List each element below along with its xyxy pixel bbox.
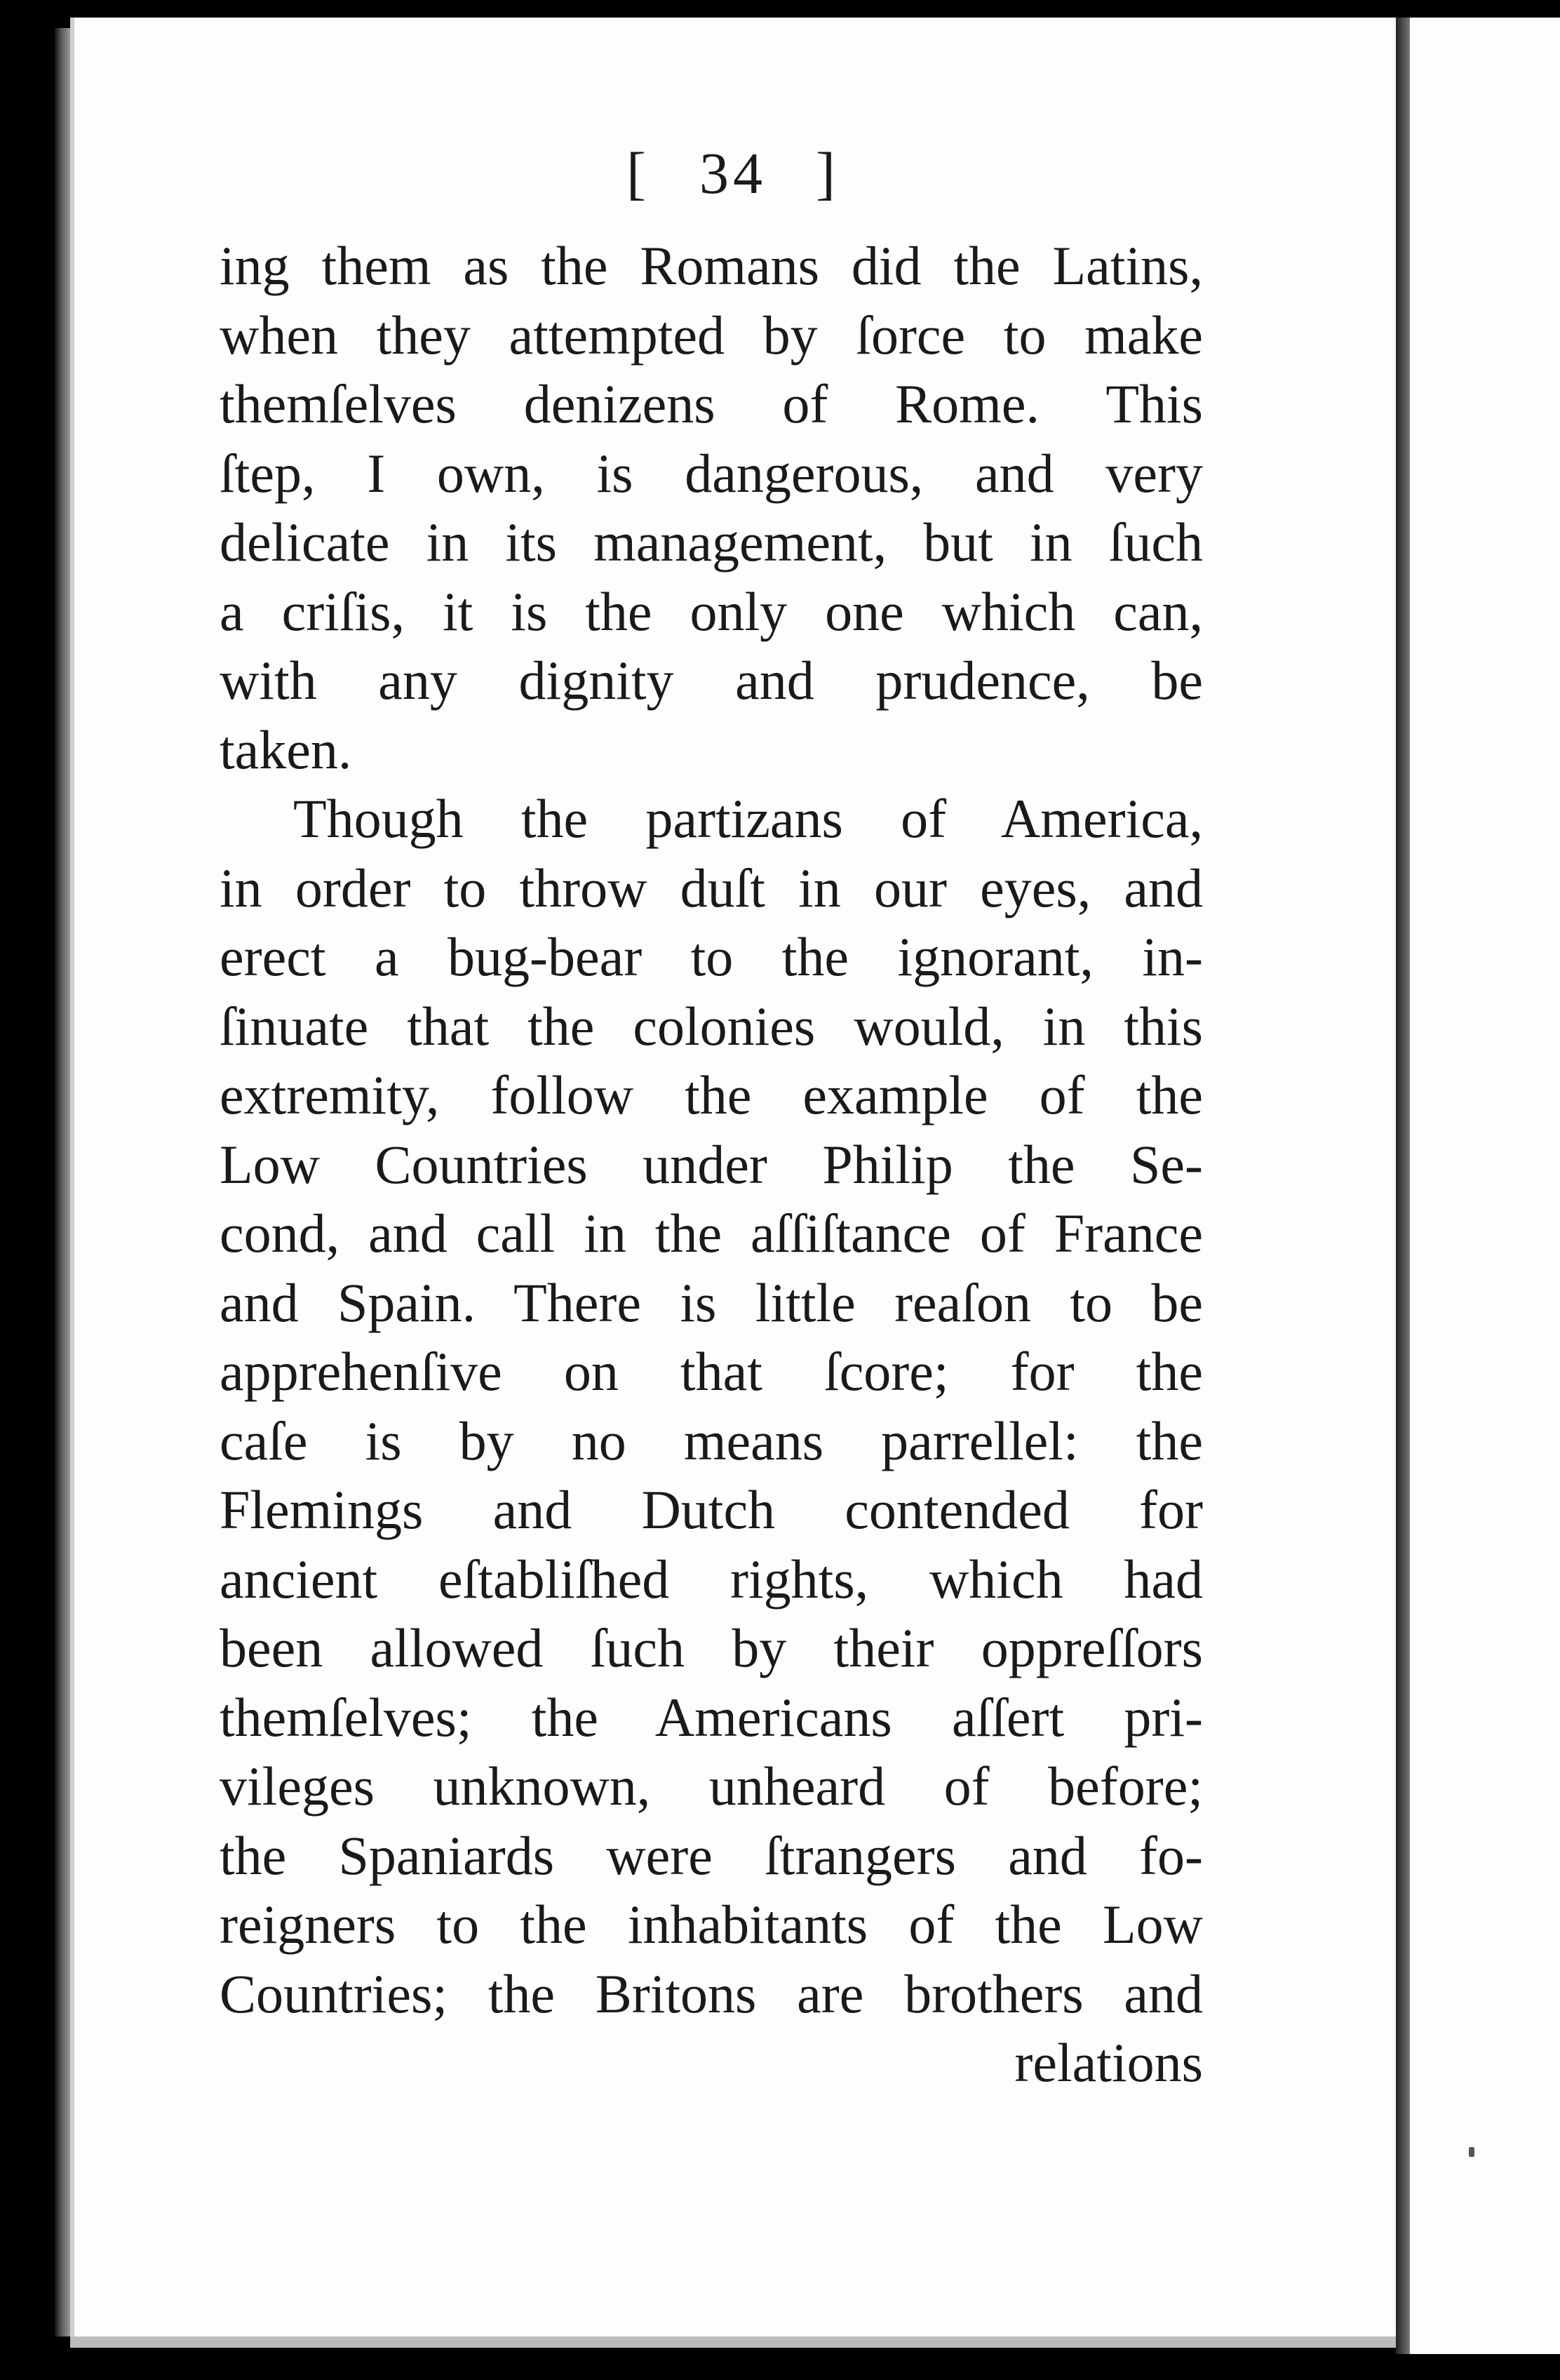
text-line: caſe is by no means parrellel: the [220, 1410, 1203, 1471]
page-bottom-edge [70, 2336, 1396, 2348]
text-line: when they attempted by ſorce to make [220, 304, 1203, 366]
text-line: apprehenſive on that ſcore; for the [220, 1341, 1203, 1402]
page-number-bracket-close: ] [816, 141, 840, 206]
center-gutter [1396, 18, 1410, 2354]
text-line: Flemings and Dutch contended for [220, 1479, 1203, 1540]
text-line: Though the partizans of America, [293, 788, 1203, 849]
text-line: Low Countries under Philip the Se- [220, 1133, 1203, 1195]
text-line: a criſis, it is the only one which can, [220, 580, 1203, 642]
text-line: Countries; the Britons are brothers and [220, 1963, 1203, 2024]
text-line: vileges unknown, unheard of before; [220, 1756, 1203, 1817]
text-line: cond, and call in the aſſiſtance of France [220, 1203, 1203, 1264]
text-line: been allowed ſuch by their oppreſſors [220, 1617, 1203, 1678]
text-line: with any dignity and prudence, be [220, 650, 1203, 711]
text-line: themſelves; the Americans aſſert pri- [220, 1686, 1203, 1748]
left-binding-edge [55, 28, 70, 2336]
text-line: and Spain. There is little reaſon to be [220, 1271, 1203, 1333]
text-line: in order to throw duſt in our eyes, and [220, 857, 1203, 918]
text-line: ſinuate that the colonies would, in this [220, 995, 1203, 1057]
text-line: ancient eſtabliſhed rights, which had [220, 1548, 1203, 1610]
text-line: ſtep, I own, is dangerous, and very [220, 442, 1203, 504]
page-number: 34 [699, 141, 767, 206]
page-header [70, 139, 1396, 209]
text-line: reigners to the inhabitants of the Low [220, 1894, 1203, 1955]
text-line: extremity, follow the example of the [220, 1064, 1203, 1125]
text-line: ing them as the Romans did the Latins, [220, 235, 1203, 296]
ink-speck [1469, 2147, 1474, 2157]
text-line: erect a bug-bear to the ignorant, in- [220, 926, 1203, 987]
catchword: relations [1014, 2032, 1203, 2093]
body-text [220, 232, 1203, 2098]
text-line: themſelves denizens of Rome. This [220, 373, 1203, 434]
text-line: taken. [220, 718, 352, 780]
right-page-edge [1410, 18, 1560, 2354]
text-line: delicate in its management, but in ſuch [220, 512, 1203, 573]
text-line: the Spaniards were ſtrangers and fo- [220, 1824, 1203, 1886]
page-number-bracket-open: [ [626, 141, 650, 206]
